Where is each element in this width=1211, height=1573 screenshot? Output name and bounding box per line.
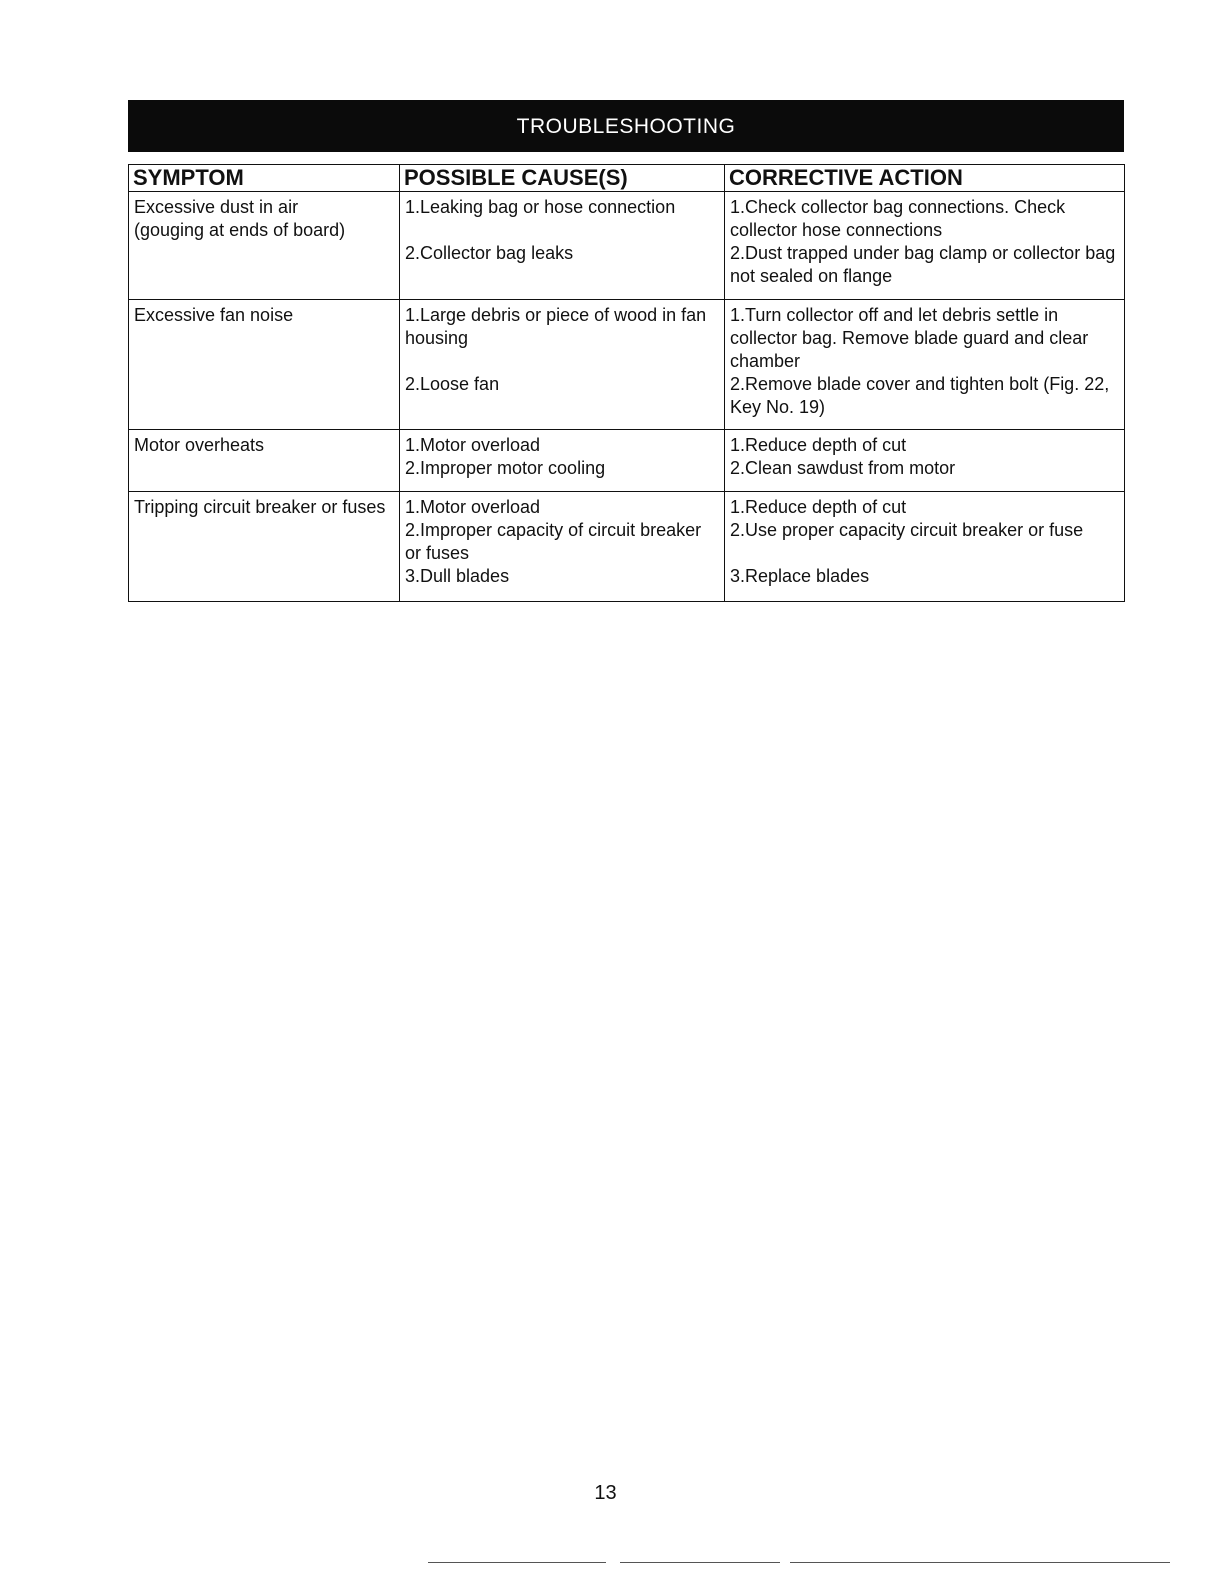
cause-item xyxy=(405,304,720,350)
cause-item xyxy=(405,457,720,480)
page-number: 13 xyxy=(594,1482,617,1504)
cause-text: 2.Loose fan xyxy=(405,374,500,394)
cause-text: 3.Dull blades xyxy=(405,566,510,586)
cause-cell xyxy=(400,492,725,602)
symptom-cell xyxy=(129,192,400,300)
scan-artifact-line xyxy=(428,1562,606,1563)
action-item xyxy=(730,496,1120,519)
action-cell xyxy=(725,430,1125,492)
action-text: 1.Reduce depth of cut xyxy=(730,497,907,517)
action-text: 1.Turn collector off and let debris settle in collector bag. Remove blade guard and clear chamber xyxy=(730,305,1089,371)
table-row xyxy=(129,492,1125,602)
action-item xyxy=(730,519,1120,542)
cause-text: 1.Leaking bag or hose connection xyxy=(405,197,676,217)
scan-artifact-line xyxy=(620,1562,780,1563)
symptom-text: Excessive dust in air (gouging at ends of board) xyxy=(134,197,346,240)
symptom-text: Tripping circuit breaker or fuses xyxy=(134,497,386,517)
table-row xyxy=(129,300,1125,430)
cause-item xyxy=(405,196,720,219)
cause-text: 2.Improper motor cooling xyxy=(405,458,606,478)
symptom-cell xyxy=(129,492,400,602)
scan-artifact-line xyxy=(790,1562,1170,1563)
cause-item xyxy=(405,496,720,519)
cause-item xyxy=(405,519,720,565)
action-item xyxy=(730,242,1120,288)
cause-item xyxy=(405,373,720,396)
troubleshooting-title-bar xyxy=(128,100,1124,152)
action-item xyxy=(730,457,1120,480)
action-text: 2.Use proper capacity circuit breaker or fuse xyxy=(730,520,1084,540)
action-text: 1.Check collector bag connections. Check collector hose connections xyxy=(730,197,1066,240)
table-row xyxy=(129,430,1125,492)
troubleshooting-title: TROUBLESHOOTING xyxy=(516,115,736,138)
cause-cell xyxy=(400,192,725,300)
cause-text: 1.Motor overload xyxy=(405,497,541,517)
action-text: 2.Dust trapped under bag clamp or collector bag not sealed on flange xyxy=(730,243,1116,286)
action-item xyxy=(730,434,1120,457)
symptom-text: Excessive fan noise xyxy=(134,305,294,325)
cause-cell xyxy=(400,430,725,492)
symptom-cell xyxy=(129,300,400,430)
action-text: 2.Clean sawdust from motor xyxy=(730,458,956,478)
cause-text: 1.Motor overload xyxy=(405,435,541,455)
action-cell xyxy=(725,492,1125,602)
cause-item xyxy=(405,242,720,265)
table-row xyxy=(129,192,1125,300)
table-header-row xyxy=(129,165,1125,192)
header-possible-causes: POSSIBLE CAUSE(S) xyxy=(400,165,725,192)
cause-cell xyxy=(400,300,725,430)
cause-item xyxy=(405,565,720,588)
action-cell xyxy=(725,300,1125,430)
action-item xyxy=(730,304,1120,373)
action-text: 2.Remove blade cover and tighten bolt (Fig. 22, Key No. 19) xyxy=(730,374,1110,417)
cause-text: 2.Improper capacity of circuit breaker or fuses xyxy=(405,520,702,563)
action-item xyxy=(730,196,1120,242)
action-item xyxy=(730,565,1120,588)
cause-text: 2.Collector bag leaks xyxy=(405,243,574,263)
header-corrective-action: CORRECTIVE ACTION xyxy=(725,165,1125,192)
cause-item xyxy=(405,434,720,457)
action-item xyxy=(730,373,1120,419)
troubleshooting-table xyxy=(128,164,1125,602)
symptom-text: Motor overheats xyxy=(134,435,265,455)
action-text: 3.Replace blades xyxy=(730,566,870,586)
cause-text: 1.Large debris or piece of wood in fan housing xyxy=(405,305,707,348)
symptom-cell xyxy=(129,430,400,492)
action-cell xyxy=(725,192,1125,300)
action-text: 1.Reduce depth of cut xyxy=(730,435,907,455)
header-symptom: SYMPTOM xyxy=(129,165,400,192)
